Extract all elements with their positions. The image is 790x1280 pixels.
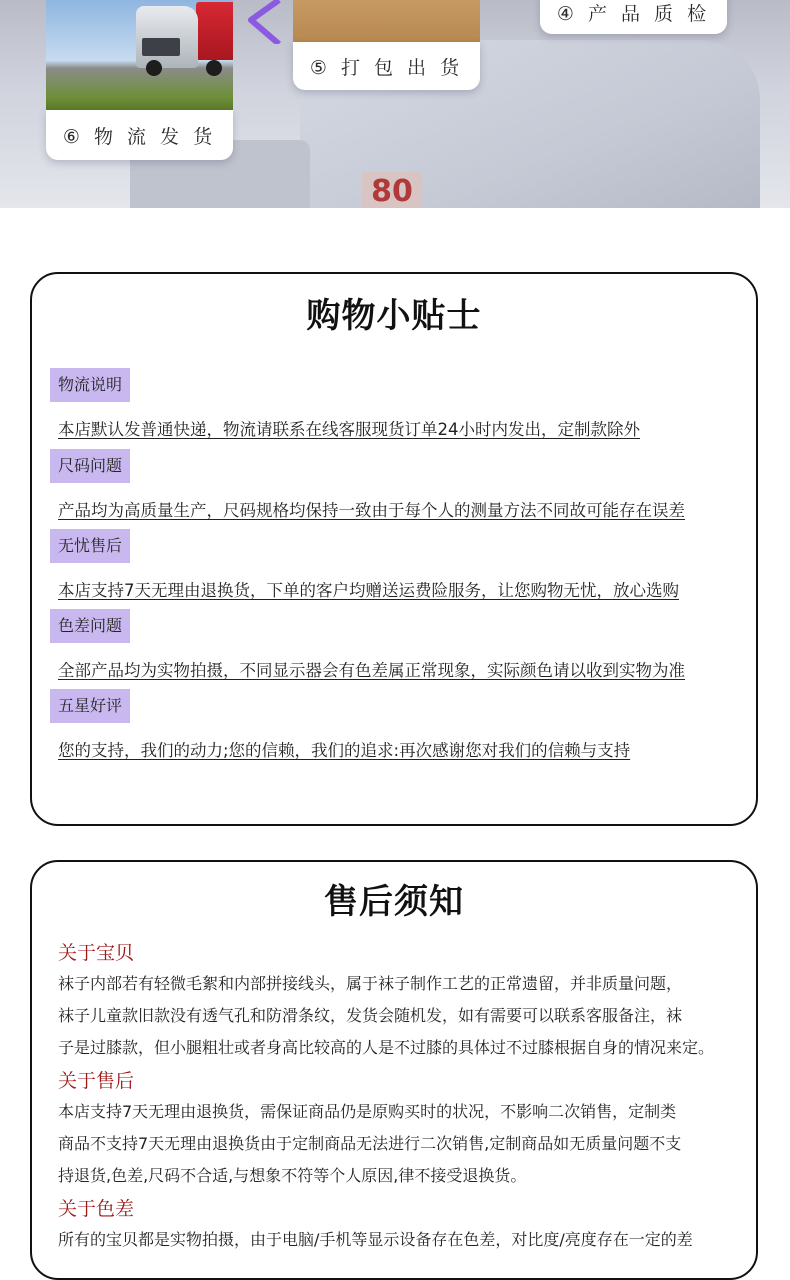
body-line: 袜子儿童款旧款没有透气孔和防滑条纹，发货会随机发，如有需要可以联系客服备注，袜	[58, 1006, 683, 1025]
section-body-product	[58, 968, 738, 1064]
step-card-logistics	[46, 110, 233, 160]
body-line: 所有的宝贝都是实物拍摄，由于电脑/手机等显示设备存在色差，对比度/亮度存在一定的差	[58, 1230, 693, 1249]
truck-trailer	[196, 2, 233, 60]
section-body-color	[58, 1224, 738, 1256]
truck-cab	[136, 6, 198, 68]
background-sign: 80	[362, 172, 422, 208]
process-banner	[0, 0, 790, 208]
section-heading-product: 关于宝贝	[58, 942, 135, 964]
body-line: 商品不支持7天无理由退换货由于定制商品无法进行二次销售,定制商品如无质量问题不支	[58, 1134, 682, 1153]
tip-tag-logistics: 物流说明	[50, 368, 130, 402]
body-line: 袜子内部若有轻微毛絮和内部拼接线头，属于袜子制作工艺的正常遗留，并非质量问题，	[58, 974, 683, 993]
truck-grill	[142, 38, 180, 56]
tip-tag-rating: 五星好评	[50, 689, 130, 723]
tip-tag-size: 尺码问题	[50, 449, 130, 483]
section-body-aftersale	[58, 1096, 738, 1192]
tip-text-logistics: 本店默认发普通快递，物流请联系在线客服现货订单24小时内发出，定制款除外	[58, 420, 640, 439]
shopping-tips-panel	[30, 272, 758, 826]
truck-wheel	[206, 60, 222, 76]
step-label: ⑤ 打 包 出 货	[309, 56, 464, 79]
step-label: ④ 产 品 质 检	[556, 2, 711, 25]
section-heading-color: 关于色差	[58, 1198, 135, 1220]
body-line: 子是过膝款，但小腿粗壮或者身高比较高的人是不过膝的具体过不过膝根据自身的情况来定。	[58, 1038, 715, 1057]
tip-text-color: 全部产品均为实物拍摄，不同显示器会有色差属正常现象，实际颜色请以收到实物为准	[58, 661, 685, 680]
tip-text-aftersale: 本店支持7天无理由退换货，下单的客户均赠送运费险服务，让您购物无忧，放心选购	[58, 581, 679, 600]
tip-tag-aftersale: 无忧售后	[50, 529, 130, 563]
step-label: ⑥ 物 流 发 货	[62, 125, 217, 148]
panel-title: 售后须知	[324, 882, 464, 922]
truck-wheel	[146, 60, 162, 76]
arrow-left-icon	[245, 0, 285, 44]
logistics-truck-photo	[46, 0, 233, 110]
step-card-quality	[540, 0, 727, 34]
aftersale-notice-panel	[30, 860, 758, 1280]
body-line: 本店支持7天无理由退换货，需保证商品仍是原购买时的状况，不影响二次销售，定制类	[58, 1102, 677, 1121]
tip-text-size: 产品均为高质量生产，尺码规格均保持一致由于每个人的测量方法不同故可能存在误差	[58, 501, 685, 520]
packing-box-photo	[293, 0, 480, 42]
section-heading-aftersale: 关于售后	[58, 1070, 135, 1092]
tip-text-rating: 您的支持，我们的动力;您的信赖，我们的追求:再次感谢您对我们的信赖与支持	[58, 741, 631, 760]
body-line: 持退货,色差,尺码不合适,与想象不符等个人原因,律不接受退换货。	[58, 1166, 527, 1185]
tip-tag-color: 色差问题	[50, 609, 130, 643]
step-card-packing	[293, 42, 480, 90]
panel-title: 购物小贴士	[306, 296, 482, 336]
